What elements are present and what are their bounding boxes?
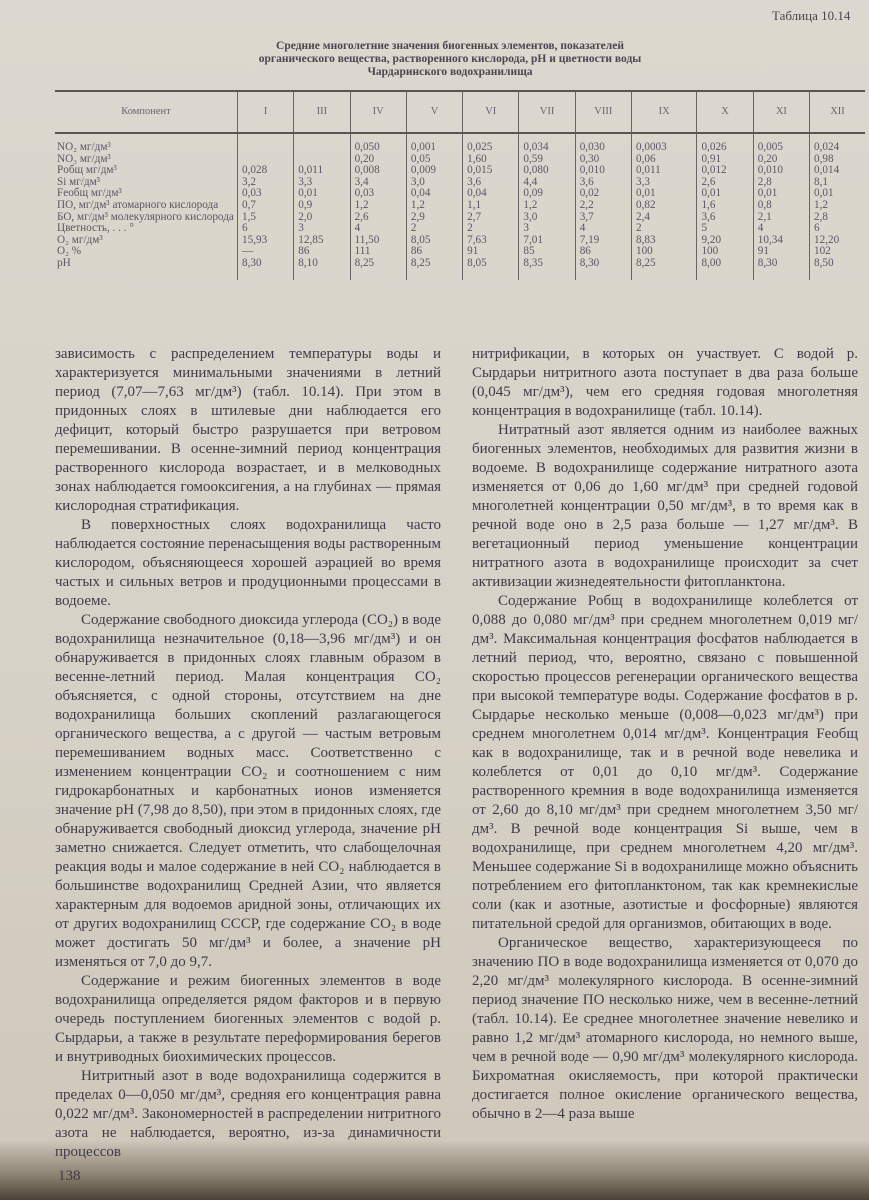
table-cell: 3,4 [350, 177, 406, 189]
table-cell: 0,05 [406, 154, 462, 166]
table-row [55, 200, 865, 212]
column-header: I [238, 91, 294, 133]
table-cell: 91 [753, 246, 809, 258]
table-cell: 0,015 [463, 165, 519, 177]
column-header: XI [753, 91, 809, 133]
column-header: III [294, 91, 350, 133]
table-row [55, 258, 865, 280]
table-cell: 0,91 [697, 154, 753, 166]
table-cell: 0,04 [406, 188, 462, 200]
table-cell: 6 [810, 223, 865, 235]
table-cell: 8,30 [575, 258, 631, 280]
table-cell: 15,93 [238, 235, 294, 247]
table-cell: 0,9 [294, 200, 350, 212]
table-row [55, 235, 865, 247]
table-cell: 0,010 [753, 165, 809, 177]
table-cell: 0,012 [697, 165, 753, 177]
table-cell: 0,02 [575, 188, 631, 200]
table-cell: 86 [294, 246, 350, 258]
table-cell: 6 [238, 223, 294, 235]
table-cell: 0,080 [519, 165, 575, 177]
table-cell: 3,3 [294, 177, 350, 189]
table-cell: — [238, 246, 294, 258]
table-cell: 8,05 [463, 258, 519, 280]
table-cell: 0,01 [753, 188, 809, 200]
table-cell: 2,1 [753, 212, 809, 224]
table-cell: 0,03 [350, 188, 406, 200]
table-cell: 0,009 [406, 165, 462, 177]
table-cell: 0,04 [463, 188, 519, 200]
table-cell: 2,7 [463, 212, 519, 224]
table-cell: 1,6 [697, 200, 753, 212]
paragraph: Содержание Pобщ в водохранилище колеблется от 0,088 до 0,080 мг/дм³ при среднем многолетнем 0,019 мг/дм³. Максимальная концентрация фосфатов наблюдается в летний период, что, вероятно, связано с повышенной скоростью процессов регенерации органического вещества при высокой температуре воды. Содержание фосфатов в р. Сырдарье несколько меньше (0,008—0,023 мг/дм³) при среднем многолетнем 0,014 мг/дм³. Концентрация Feобщ как в водохранилище, так и в речной воде невелика и колеблется от 0,01 до 0,10 мг/дм³. Содержание растворенного кремния в воде водохранилища изменяется от 2,60 до 8,10 мг/дм³ при среднем многолетнем 3,50 мг/дм³. В речной воде концентрация Si выше, чем в водохранилище, при среднем многолетнем 4,20 мг/дм³. Меньшее содержание Si в водохранилище можно объяснить потреблением его фитопланктоном, так как кремнекислые соли (как и азотные, азотистые и фосфорные) являются питательной средой для организмов, обитающих в воде. [472, 593, 858, 932]
table-cell: 0,0003 [631, 133, 696, 154]
table-cell: 8,05 [406, 235, 462, 247]
table-row [55, 212, 865, 224]
table-cell: 0,8 [753, 200, 809, 212]
table-cell: 102 [810, 246, 865, 258]
column-header: IX [631, 91, 696, 133]
table-cell: 2 [631, 223, 696, 235]
table-cell: 0,024 [810, 133, 865, 154]
paragraph: Нитратный азот является одним из наиболее важных биогенных элементов, необходимых для развития жизни в водоеме. В водохранилище содержание нитратного азота изменяется от 0,06 до 1,60 мг/дм³ при средней годовой многолетней концентрации 0,50 мг/дм³, в то время как в речной воде оно в 2,5 раза больше — 1,27 мг/дм³. В вегетационный период уменьшение концентрации нитратного азота в водохранилище происходит за счет активизации жизнедеятельности фитопланктона. [472, 422, 858, 590]
table-cell: 0,06 [631, 154, 696, 166]
table-cell: 8,30 [753, 258, 809, 280]
table-cell: 5 [697, 223, 753, 235]
table-row [55, 133, 865, 154]
table-cell: 0,010 [575, 165, 631, 177]
table-cell: 8,00 [697, 258, 753, 280]
column-header: VI [463, 91, 519, 133]
table-cell: 0,01 [810, 188, 865, 200]
table-cell: 100 [631, 246, 696, 258]
component-name: NO₂ мг/дм³ [57, 141, 111, 153]
component-name: NO₃ мг/дм³ [57, 152, 111, 165]
table-cell: 8,25 [631, 258, 696, 280]
component-name: ПО, мг/дм³ атомарного кислорода [57, 198, 219, 211]
paragraph: Нитритный азот в воде водохранилища содержится в пределах 0—0,050 мг/дм³, средняя его концентрация равна 0,022 мг/дм³. Закономерностей в распределении нитритного азота не наблюдается, вероятно, из-за динамичности процессов [55, 1068, 441, 1160]
table-cell: 91 [463, 246, 519, 258]
table-cell: 86 [575, 246, 631, 258]
table-cell: 0,026 [697, 133, 753, 154]
column-header: V [406, 91, 462, 133]
table-cell: 0,30 [575, 154, 631, 166]
table-cell: 1,2 [810, 200, 865, 212]
right-text-column [472, 345, 858, 1124]
column-header: VII [519, 91, 575, 133]
table-cell: 2,9 [406, 212, 462, 224]
table-cell: 8,25 [350, 258, 406, 280]
table-cell: 4 [575, 223, 631, 235]
table-row [55, 165, 865, 177]
table-cell: 2 [406, 223, 462, 235]
table-cell: 0,025 [463, 133, 519, 154]
table-cell: 2,4 [631, 212, 696, 224]
table-cell: 8,83 [631, 235, 696, 247]
table-cell: 85 [519, 246, 575, 258]
table-header-row [55, 91, 865, 133]
table-cell: 2,2 [575, 200, 631, 212]
table-cell: 8,50 [810, 258, 865, 280]
table-cell: 0,050 [350, 133, 406, 154]
table-cell: 4 [753, 223, 809, 235]
table-cell: 0,09 [519, 188, 575, 200]
table-cell: 8,25 [406, 258, 462, 280]
column-header: IV [350, 91, 406, 133]
table-cell: 3,0 [519, 212, 575, 224]
table-cell: 0,01 [697, 188, 753, 200]
table-caption [200, 40, 700, 79]
paragraph: зависимость с распределением температуры воды и характеризуется минимальными значениями в летний период (7,07—7,63 мг/дм³) (табл. 10.14). При этом в придонных слоях в штилевые дни наблюдается его дефицит, который быстро разрушается при ветровом перемешивании. В осенне-зимний период концентрация растворенного кислорода возрастает, и в мелководных зонах наблюдается гомооксигения, а на глубинах — прямая кислородная стратификация. [55, 346, 441, 514]
table-cell: 0,03 [238, 188, 294, 200]
column-header: X [697, 91, 753, 133]
table-cell: 0,028 [238, 165, 294, 177]
table-cell: 100 [697, 246, 753, 258]
table-cell: 1,60 [463, 154, 519, 166]
table-cell: 9,20 [697, 235, 753, 247]
table-cell: 0,014 [810, 165, 865, 177]
table-number: Таблица 10.14 [772, 8, 851, 23]
table-cell: 11,50 [350, 235, 406, 247]
component-name: Feобщ мг/дм³ [57, 187, 122, 200]
table-cell [294, 133, 350, 154]
table-cell: 8,10 [294, 258, 350, 280]
table-cell: 0,20 [753, 154, 809, 166]
component-header: Компонент [55, 91, 238, 133]
table-cell: 0,005 [753, 133, 809, 154]
table-cell: 0,98 [810, 154, 865, 166]
table-cell: 3,2 [238, 177, 294, 189]
component-name: БО, мг/дм³ молекулярного кислорода [57, 210, 234, 223]
table-cell: 0,82 [631, 200, 696, 212]
paragraph: нитрификации, в которых он участвует. С водой р. Сырдарьи нитритного азота поступает в два раза больше (0,045 мг/дм³), чем его средняя годовая многолетняя концентрация в водохранилище (табл. 10.14). [472, 346, 858, 419]
table-cell: 3,3 [631, 177, 696, 189]
component-name: Pобщ мг/дм³ [57, 164, 117, 177]
table-cell: 3,7 [575, 212, 631, 224]
component-name: pH [57, 256, 71, 269]
table-row [55, 154, 865, 166]
table-cell: 10,34 [753, 235, 809, 247]
paragraph: Содержание и режим биогенных элементов в воде водохранилища определяется рядом факторов и в первую очередь поступлением биогенных элементов с водой р. Сырдарьи, а также в результате переформирования берегов и внутриводных биохимических процессов. [55, 973, 441, 1065]
table-cell: 3 [294, 223, 350, 235]
table-cell: 3 [519, 223, 575, 235]
table-cell: 2,8 [753, 177, 809, 189]
table-cell: 12,85 [294, 235, 350, 247]
table-cell: 1,5 [238, 212, 294, 224]
table-cell: 2,8 [810, 212, 865, 224]
table-cell: 3,6 [575, 177, 631, 189]
component-name: O₂ мг/дм³ [57, 233, 103, 246]
table-cell: 0,030 [575, 133, 631, 154]
column-header: XII [810, 91, 865, 133]
table-cell: 4,4 [519, 177, 575, 189]
component-name: Цветность, . . . ° [57, 222, 134, 235]
paragraph: Органическое вещество, характеризующееся по значению ПО в воде водохранилища изменяется от 0,070 до 2,20 мг/дм³ молекулярного кислорода. В осенне-зимний период значение ПО несколько ниже, чем в весенне-летний (табл. 10.14). Ее среднее многолетнее значение невелико и равно 1,2 мг/дм³ атомарного кислорода, но немного выше, чем в речной воде — 0,90 мг/дм³ молекулярного кислорода. Бихроматная окисляемость, при которой практически достигается полное окисление органического вещества, обычно в 2—4 раза выше [472, 935, 858, 1122]
table-cell: 8,1 [810, 177, 865, 189]
table-row [55, 177, 865, 189]
table-body [55, 133, 865, 280]
table-cell: 7,19 [575, 235, 631, 247]
table-cell: 4 [350, 223, 406, 235]
table-cell: 111 [350, 246, 406, 258]
table-cell: 12,20 [810, 235, 865, 247]
table-cell: 8,35 [519, 258, 575, 280]
table-cell: 0,034 [519, 133, 575, 154]
column-header: VIII [575, 91, 631, 133]
page-number: 138 [58, 1168, 81, 1184]
table-cell: 3,0 [406, 177, 462, 189]
table-row [55, 223, 865, 235]
table-cell: 0,011 [294, 165, 350, 177]
caption-line: органического вещества, растворенного кислорода, pH и цветности воды [258, 53, 642, 65]
table-cell: 0,011 [631, 165, 696, 177]
component-name: Si мг/дм³ [57, 175, 101, 188]
table-cell: 86 [406, 246, 462, 258]
table-cell: 0,001 [406, 133, 462, 154]
table-cell: 0,59 [519, 154, 575, 166]
table-cell: 3,6 [463, 177, 519, 189]
table-cell: 0,008 [350, 165, 406, 177]
table-cell: 0,01 [294, 188, 350, 200]
table-cell: 7,63 [463, 235, 519, 247]
table-cell: 7,01 [519, 235, 575, 247]
table-cell: 2,6 [350, 212, 406, 224]
table-cell: 0,01 [631, 188, 696, 200]
table-cell: 1,2 [350, 200, 406, 212]
caption-line: Средние многолетние значения биогенных элементов, показателей [276, 40, 624, 52]
paragraph: В поверхностных слоях водохранилища часто наблюдается состояние перенасыщения воды растворенным кислородом, объясняющееся хорошей аэрацией во время частых и сильных ветров и продуционными процессами в водоеме. [55, 517, 441, 609]
caption-line: Чардаринского водохранилища [367, 66, 533, 78]
table-cell: 0,20 [350, 154, 406, 166]
table-cell: 0,7 [238, 200, 294, 212]
table-cell: 2 [463, 223, 519, 235]
table-cell: 3,6 [697, 212, 753, 224]
table-row [55, 246, 865, 258]
table-cell: 2,6 [697, 177, 753, 189]
component-name: O₂ % [57, 245, 82, 258]
table-cell: 2,0 [294, 212, 350, 224]
table-cell: 8,30 [238, 258, 294, 280]
data-table [55, 90, 865, 280]
table-cell: 1,2 [519, 200, 575, 212]
left-text-column [55, 345, 441, 1162]
table-cell: 1,2 [406, 200, 462, 212]
paragraph: Содержание свободного диоксида углерода (CO₂) в воде водохранилища незначительное (0,18—3,96 мг/дм³) и он обнаруживается в придонных слоях главным образом в весенне-летний период. Малая концентрация CO₂ объясняется, с одной стороны, отсутствием на дне водохранилища больших скоплений разлагающегося органического вещества, а с другой — частым ветровым перемешиванием водных масс. Соответственно с изменением концентрации CO₂ и соотношением с ним гидрокарбонатных и карбонатных ионов изменяется значение pH (7,98 до 8,50), при этом в придонных слоях, где обнаруживается свободный диоксид углерода, значение pH заметно снижается. Следует отметить, что слабощелочная реакция воды и малое содержание в ней CO₂ наблюдается в большинстве водохранилищ Средней Азии, что является характерным для водоемов аридной зоны, отличающих их от других водохранилищ СССР, где содержание CO₂ в воде может достигать 50 мг/дм³ и более, а значение pH изменяться от 7,0 до 9,7. [55, 612, 441, 970]
table-cell [238, 133, 294, 154]
table-cell: 1,1 [463, 200, 519, 212]
